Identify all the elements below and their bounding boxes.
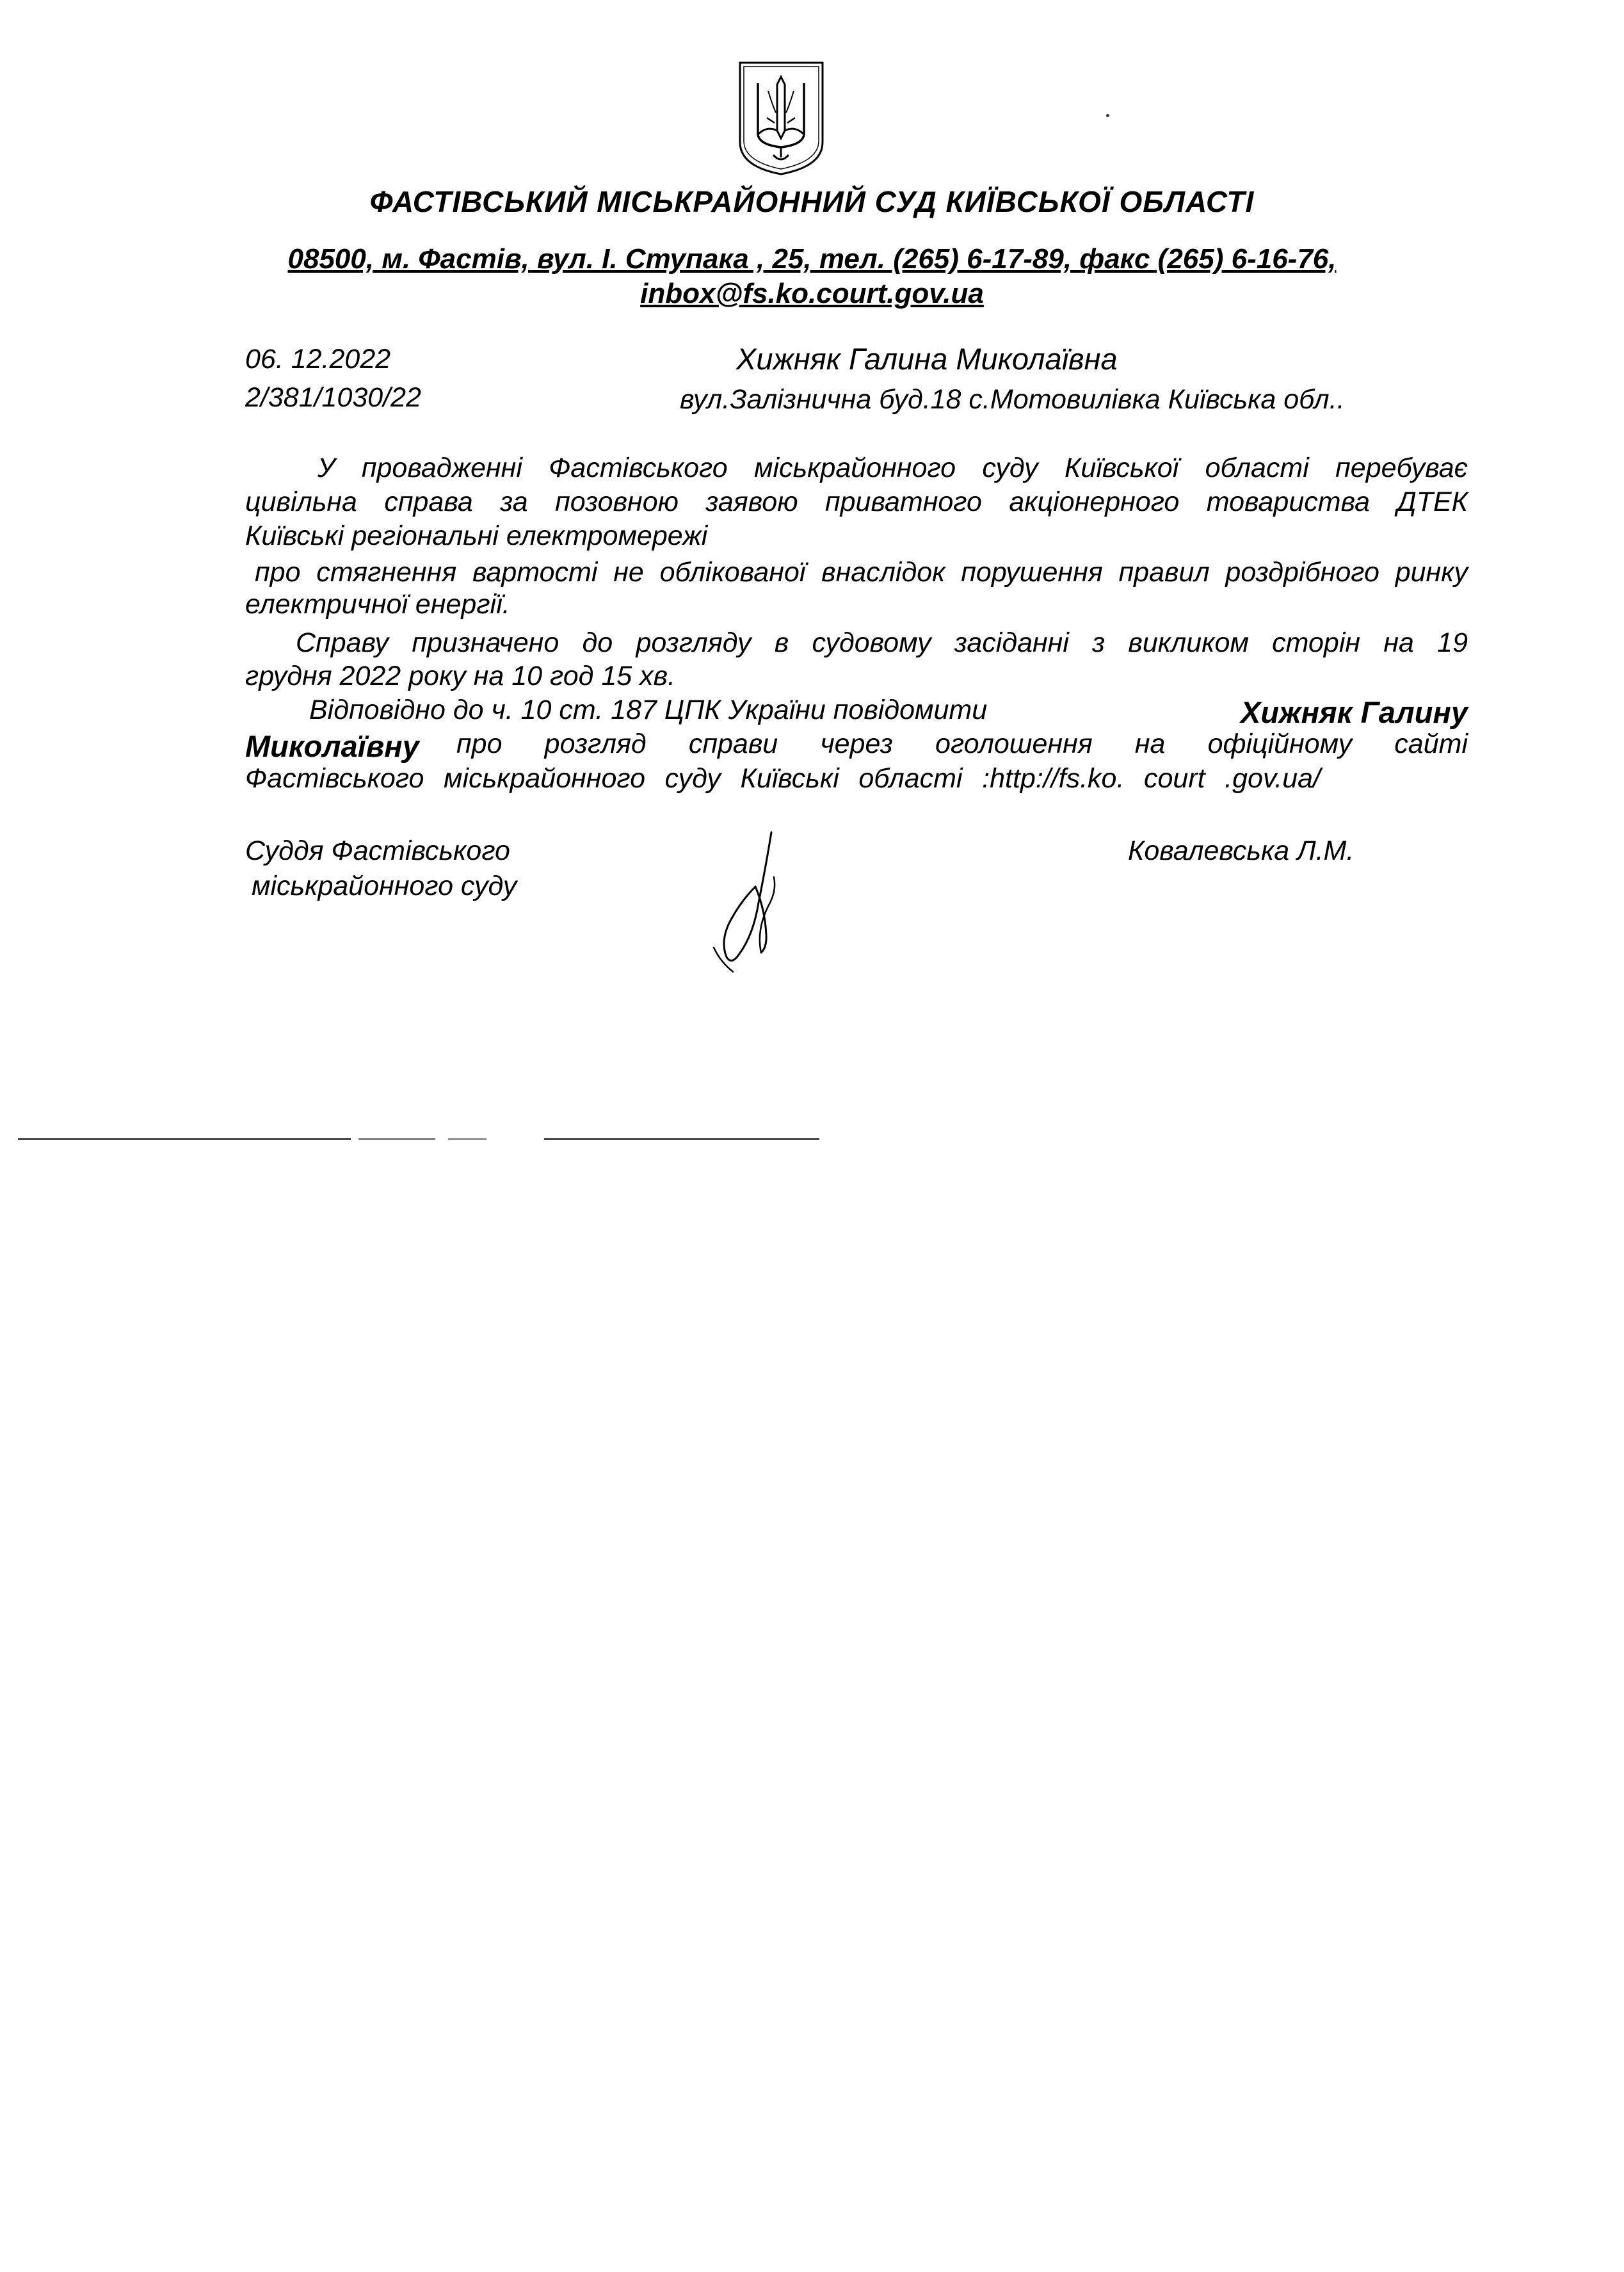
- recipient-address: вул.Залізнична буд.18 с.Мотовилівка Київська обл..: [680, 384, 1345, 415]
- court-email-link[interactable]: inbox@fs.ko.court.gov.ua: [640, 278, 984, 309]
- body-line-with-url: Фастівського міськрайонного суду Київські області :http://fs.ko. court .gov.ua/: [245, 763, 1321, 794]
- body-line: грудня 2022 року на 10 год 15 хв.: [245, 661, 676, 691]
- recipient-name: Хижняк Галина Миколаївна: [736, 342, 1118, 376]
- footer-rule: [18, 1138, 351, 1140]
- body-line: У провадженні Фастівського міськрайонного суду Київської області перебуває: [318, 453, 1468, 483]
- body-line: Справу призначено до розгляду в судовому засіданні з викликом сторін на 19: [296, 627, 1468, 658]
- handwritten-signature: [695, 826, 791, 973]
- body-line: [245, 729, 1468, 764]
- judge-name: Ковалевська Л.М.: [1128, 835, 1355, 866]
- recipient-name-bold: Миколаївну: [245, 729, 419, 763]
- trident-emblem-icon: [735, 59, 828, 177]
- body-line: Київські регіональні електромережі: [245, 520, 708, 551]
- signature-title: міськрайонного суду: [252, 871, 517, 901]
- footer-rule: [448, 1138, 486, 1140]
- footer-rule: [544, 1138, 819, 1140]
- signature-title: Суддя Фастівського: [245, 835, 510, 866]
- footer-rule: [358, 1138, 435, 1140]
- body-line-text: про розгляд справи через оголошення на офіційному сайті: [456, 729, 1468, 759]
- scan-artifact-dot: [1106, 114, 1109, 117]
- recipient-name-bold: Хижняк Галину: [1240, 695, 1468, 729]
- body-line: [309, 695, 1468, 730]
- case-number: 2/381/1030/22: [245, 382, 421, 413]
- body-line-text: Відповідно до ч. 10 ст. 187 ЦПК України повідомити: [309, 695, 988, 725]
- body-line: про стягнення вартості не облікованої внаслідок порушення правил роздрібного ринку: [255, 557, 1468, 588]
- body-line: електричної енергії.: [245, 589, 510, 620]
- court-address-line: 08500, м. Фастів, вул. І. Ступака , 25, тел. (265) 6-17-89, факс (265) 6-16-76,: [287, 243, 1337, 275]
- court-name-heading: ФАСТІВСЬКИЙ МІСЬКРАЙОННИЙ СУД КИЇВСЬКОЇ ОБЛАСТІ: [369, 185, 1255, 218]
- body-line: цивільна справа за позовною заявою приватного акціонерного товариства ДТЕК: [245, 487, 1468, 517]
- letter-date: 06. 12.2022: [245, 344, 391, 375]
